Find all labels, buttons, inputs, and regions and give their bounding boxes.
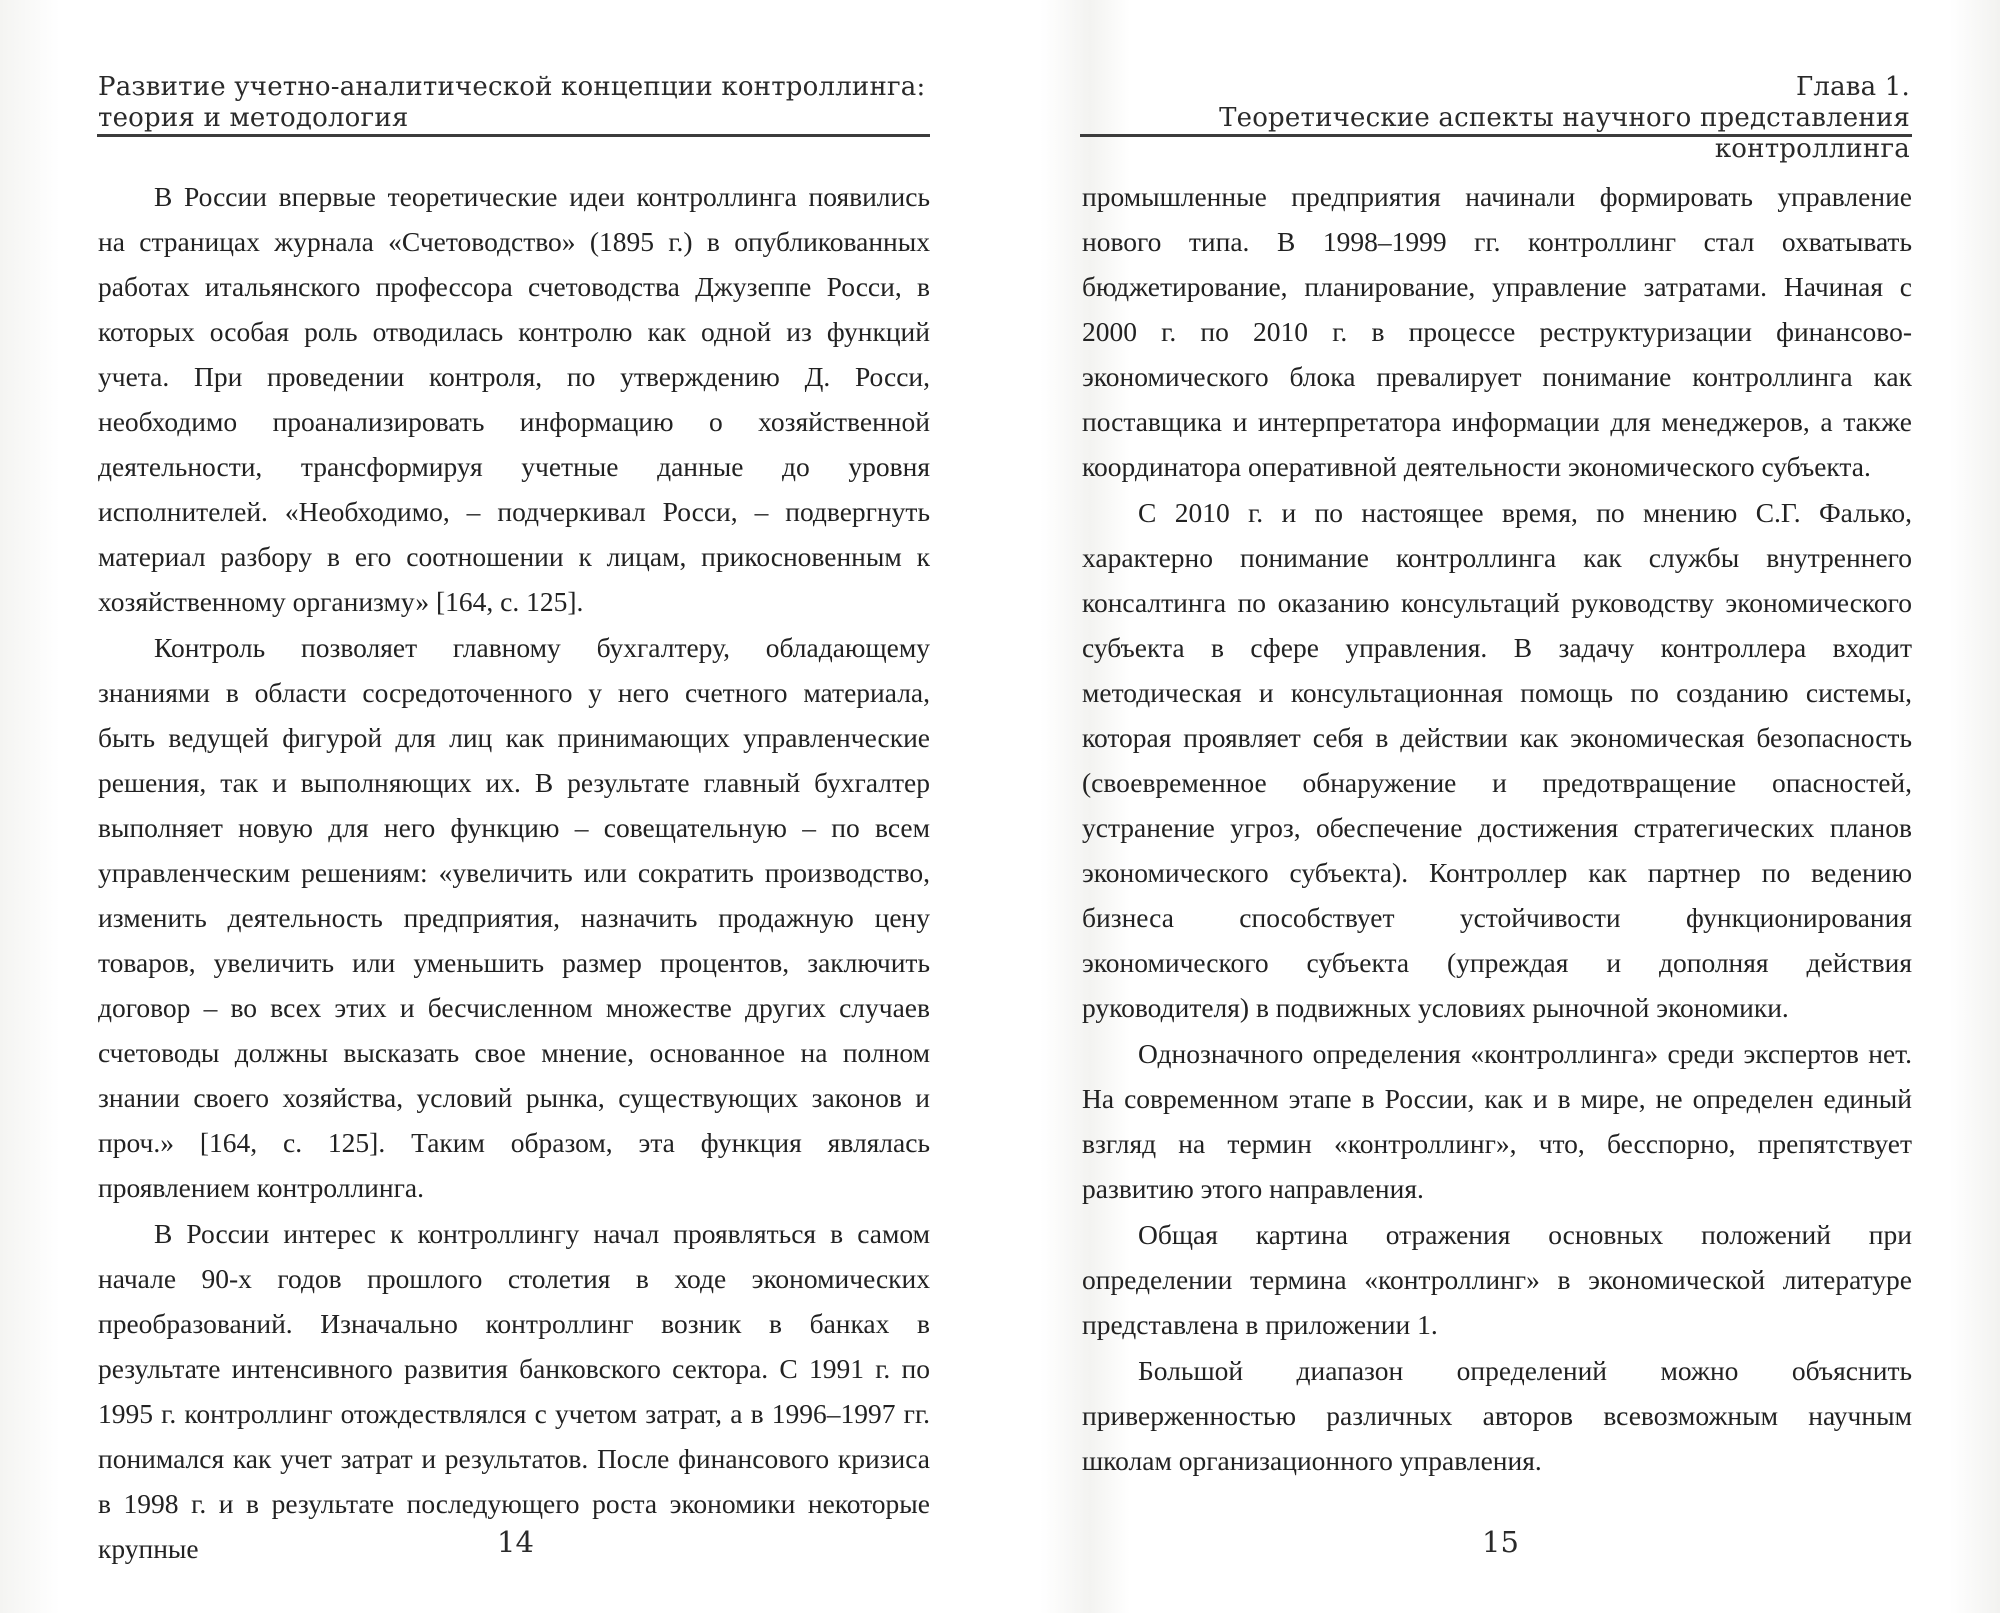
- left-paragraph-2: Контроль позволяет главному бухгалтеру, обладающему знаниями в области сосредоточенного у него счетного материала, быть ведущей фигурой для лиц как принимающих управленческие решения, так и выполняющих их. В результате главный бухгалтер выполняет новую для него функцию – совещательную – по всем управленческим решениям: «увеличить или сократить производство, изменить деятельность предприятия, назначить продажную цену товаров, увеличить или уменьшить размер процентов, заключить договор – во всех этих и бесчисленном множестве других случаев счетоводы должны высказать свое мнение, основанное на полном знании своего хозяйства, условий рынка, существующих законов и проч.» [164, с. 125]. Таким образом, эта функция являлась проявлением контроллинга.: [98, 632, 930, 1203]
- left-running-head: [98, 72, 928, 134]
- right-body-text: [1082, 174, 1912, 1484]
- left-page-number: 14: [497, 1525, 534, 1559]
- left-header-rule: [97, 134, 930, 137]
- right-paragraph-2: С 2010 г. и по настоящее время, по мнению С.Г. Фалько, характерно понимание контроллинга как службы внутреннего консалтинга по оказанию консультаций руководству экономического субъекта в сфере управления. В задачу контроллера входит методическая и консультационная помощь по созданию системы, которая проявляет себя в действии как экономическая безопасность (своевременное обнаружение и предотвращение опасностей, устранение угроз, обеспечение достижения стратегических планов экономического субъекта). Контроллер как партнер по ведению бизнеса способствует устойчивости функционирования экономического субъекта (упреждая и дополняя действия руководителя) в подвижных условиях рыночной экономики.: [1082, 497, 1912, 1023]
- right-paragraph-1: промышленные предприятия начинали формировать управление нового типа. В 1998–1999 гг. контроллинг стал охватывать бюджетирование, планирование, управление затратами. Начиная с 2000 г. по 2010 г. в процессе реструктуризации финансово-экономического блока превалирует понимание контроллинга как поставщика и интерпретатора информации для менеджеров, а также координатора оперативной деятельности экономического субъекта.: [1082, 181, 1912, 482]
- right-running-head-line1: Глава 1.: [1795, 72, 1910, 102]
- right-paragraph-4: Общая картина отражения основных положений при определении термина «контроллинг» в экономической литературе представлена в приложении 1.: [1082, 1219, 1912, 1340]
- right-running-head: [1070, 72, 1910, 165]
- left-body-text: [98, 174, 930, 1572]
- right-paragraph-3: Однозначного определения «контроллинга» среди экспертов нет. На современном этапе в России, как и в мире, не определен единый взгляд на термин «контроллинг», что, бесспорно, препятствует развитию этого направления.: [1082, 1038, 1912, 1204]
- left-paragraph-1: В России впервые теоретические идеи контроллинга появились на страницах журнала «Счетоводство» (1895 г.) в опубликованных работах итальянского профессора счетоводства Джузеппе Росси, в которых особая роль отводилась контролю как одной из функций учета. При проведении контроля, по утверждению Д. Росси, необходимо проанализировать информацию о хозяйственной деятельности, трансформируя учетные данные до уровня исполнителей. «Необходимо, – подчеркивал Росси, – подвергнуть материал разбору в его соотношении к лицам, прикосновенным к хозяйственному организму» [164, с. 125].: [98, 181, 930, 617]
- left-running-head-line1: Развитие учетно-аналитической концепции контроллинга:: [98, 72, 926, 102]
- left-paragraph-3: В России интерес к контроллингу начал проявляться в самом начале 90-х годов прошлого столетия в ходе экономических преобразований. Изначально контроллинг возник в банках в результате интенсивного развития банковского сектора. С 1991 г. по 1995 г. контроллинг отождествлялся с учетом затрат, а в 1996–1997 гг. понимался как учет затрат и результатов. После финансового кризиса в 1998 г. и в результате последующего роста экономики некоторые крупные: [98, 1218, 930, 1564]
- right-running-head-line2: Теоретические аспекты научного представления контроллинга: [1219, 103, 1910, 164]
- left-running-head-line2: теория и методология: [98, 103, 409, 133]
- right-page: [1000, 0, 2000, 1613]
- right-paragraph-5: Большой диапазон определений можно объяснить приверженностью различных авторов всевозможным научным школам организационного управления.: [1082, 1355, 1912, 1476]
- right-header-rule: [1080, 134, 1912, 137]
- right-page-number: 15: [1482, 1525, 1519, 1559]
